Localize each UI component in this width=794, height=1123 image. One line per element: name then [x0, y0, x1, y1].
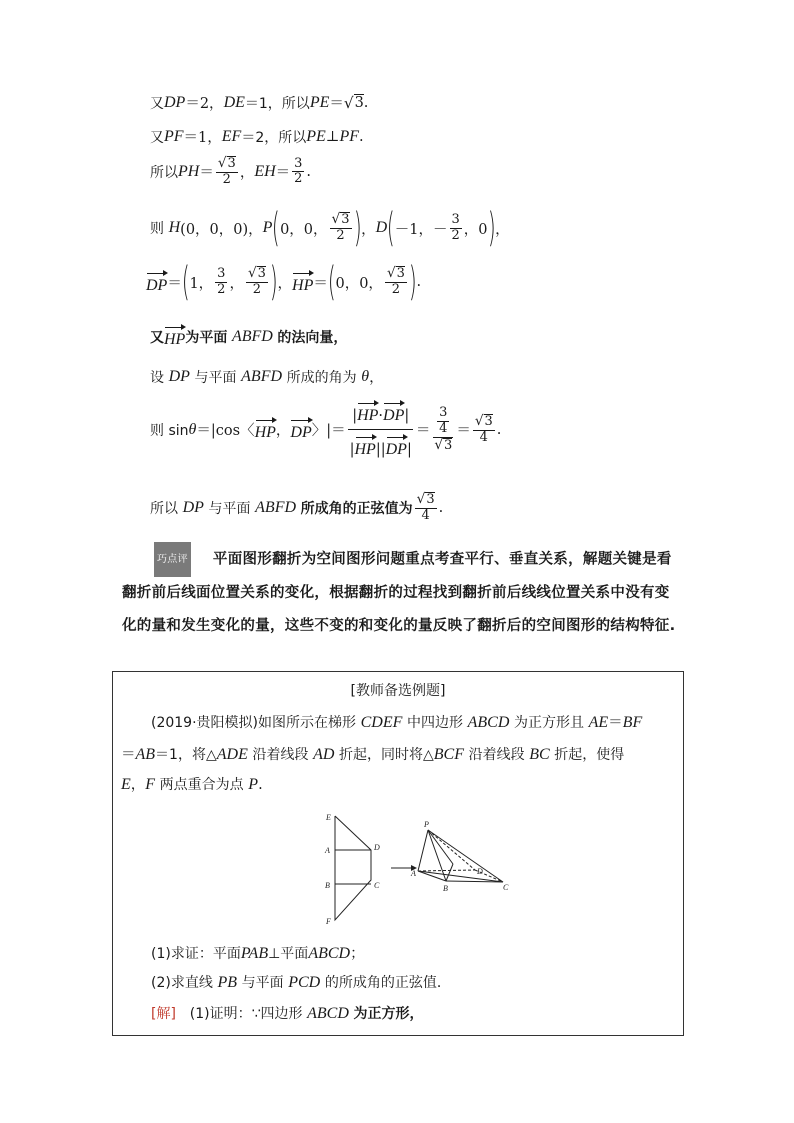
var: DP — [182, 498, 204, 516]
var: DE — [223, 93, 245, 111]
line-3 — [150, 156, 311, 188]
text: ，0 — [463, 221, 488, 238]
text: ， — [369, 370, 384, 386]
vector: DP — [290, 417, 311, 442]
pyramid-figure — [418, 830, 503, 882]
label-E: E — [326, 813, 331, 822]
text: . — [363, 94, 369, 111]
text: 的法向量， — [277, 329, 348, 346]
text: ＝ — [313, 275, 328, 292]
fraction: √ 3 4 — [416, 491, 435, 523]
question-2: (2)求直线 PB 与平面 PCD 的所成角的正弦值． — [151, 974, 451, 991]
text: . — [496, 421, 502, 438]
text: 所成角的正弦值为 — [300, 500, 413, 517]
text: . — [358, 128, 364, 145]
text: 又 — [150, 129, 164, 146]
var: D — [375, 219, 388, 236]
line-5: DP ＝ ( 1， $\frac{3}{2}$ ， √ 3 2 ) ， HP ＝ ( 0，0， √ 3 2 ) . — [146, 259, 422, 305]
var: H — [168, 219, 181, 236]
fraction: √ 3 2 — [217, 155, 236, 187]
var: PF — [164, 127, 184, 145]
text: 0，0， — [280, 221, 328, 238]
line-2 — [150, 126, 364, 147]
comment-badge: 巧点评 — [154, 542, 191, 577]
text: 与平面 — [208, 500, 251, 517]
trapezoid-labels — [324, 813, 380, 926]
text: 1， — [189, 275, 214, 292]
fraction: $\frac{3}{2}$ — [217, 265, 226, 297]
text: ， — [275, 423, 291, 440]
vector: HP — [292, 270, 313, 295]
vector: HP — [255, 417, 276, 442]
text: 则 — [150, 221, 164, 237]
teacher-example-box — [112, 671, 684, 1036]
text: ， — [239, 165, 255, 182]
vector: HP — [164, 324, 185, 349]
line-8 — [150, 400, 501, 460]
text: . — [416, 274, 422, 290]
text: 〉|＝ — [311, 423, 346, 440]
line-9 — [150, 492, 443, 524]
line-4: 则 H (0，0，0)， P ( 0，0， √ 3 2 ) ， D ( －1，－ $\frac{3}{2}$ ，0 ) ， — [150, 205, 510, 251]
var: ABFD — [255, 498, 297, 516]
text: 与平面 — [194, 369, 237, 386]
var: ABFD — [231, 327, 273, 345]
fraction: √ 3 2 — [386, 265, 405, 297]
text: 0，0， — [335, 275, 383, 292]
text: ， — [361, 221, 376, 238]
var: PF — [339, 127, 359, 145]
question-1: (1)求证：平面PAB⊥平面ABCD； — [151, 945, 365, 962]
var: P — [262, 219, 273, 236]
text: ， — [277, 275, 293, 292]
fraction: $\frac{3}{2}$ — [294, 155, 303, 187]
var: EH — [254, 162, 276, 180]
trapezoid-figure — [335, 816, 371, 920]
comment-paragraph — [122, 542, 682, 643]
var: DP — [168, 367, 190, 385]
var: PE — [309, 93, 330, 111]
var: EF — [221, 127, 242, 145]
var: θ — [188, 420, 197, 438]
var: DP — [164, 93, 186, 111]
label-B: B — [325, 881, 330, 890]
text: ＝ — [199, 165, 214, 182]
text: ＝ — [329, 96, 344, 112]
comment-text: 平面图形翻折为空间图形问题重点考查平行、垂直关系，解题关键是看翻折前后线面位置关系的变化，根据翻折的过程找到翻折前后线线位置关系中没有变化的量和发生变化的量，这些不变的和变化的量反映了翻折后的空间图形的结构特征. — [122, 551, 676, 634]
text: ， — [495, 221, 510, 238]
text: 所以 — [150, 500, 178, 517]
fraction: √ 3 2 — [331, 211, 350, 243]
text: ＝1，所以 — [244, 95, 310, 112]
text: (0，0，0)， — [180, 221, 263, 238]
text: －1，－ — [394, 221, 448, 238]
var: PE — [306, 127, 326, 145]
line-6 — [150, 324, 347, 349]
line-1 — [150, 92, 368, 113]
fraction: $\frac{3}{4}$ √ 3 — [434, 404, 453, 453]
text: ＝ — [415, 423, 431, 440]
label-A: A — [411, 869, 416, 878]
var: ABFD — [241, 367, 283, 385]
text: . — [306, 163, 312, 180]
problem-line-3: E，F 两点重合为点 P. — [121, 776, 263, 793]
text: 则 sin — [150, 422, 189, 439]
label-C: C — [503, 883, 509, 892]
text: ＝ — [456, 423, 471, 440]
problem-line-1: (2019·贵阳模拟)如图所示在梯形 CDEF 中四边形 ABCD 为正方形且 AE＝BF — [151, 714, 643, 731]
text: ＝2，所以 — [241, 129, 307, 146]
text: 所成的角为 — [286, 369, 357, 386]
label-D: D — [477, 867, 483, 876]
vector: DP — [146, 270, 167, 295]
solution-label: [解] — [151, 1006, 176, 1022]
text: 所以 — [150, 164, 178, 181]
text: ＝|cos〈 — [196, 423, 255, 440]
solution-line: [解] (1)证明：∵四边形 ABCD 为正方形， — [151, 1005, 424, 1022]
label-A: A — [325, 846, 330, 855]
text: 为平面 — [185, 329, 228, 346]
text: ， — [229, 275, 244, 292]
text: 设 — [150, 369, 164, 386]
text: ＝2， — [185, 96, 224, 112]
text: ＝ — [275, 165, 291, 182]
sqrt: √ 3 — [343, 93, 364, 112]
var: θ — [361, 367, 370, 385]
label-D: D — [374, 843, 380, 852]
fraction: √ 3 2 — [247, 265, 266, 297]
folding-figure — [313, 808, 543, 933]
problem-line-2: ＝AB＝1，将△ADE 沿着线段 AD 折起，同时将△BCF 沿着线段 BC 折起，使得 — [121, 746, 625, 763]
text: 又 — [150, 329, 164, 346]
text: ⊥ — [325, 128, 340, 145]
text: ＝ — [167, 275, 182, 292]
label-F: F — [326, 917, 331, 926]
var: PH — [178, 162, 200, 180]
fraction: $\frac{3}{2}$ — [451, 211, 460, 243]
line-7 — [150, 366, 384, 387]
text: 又 — [150, 95, 164, 112]
box-title: [教师备选例题] — [350, 683, 446, 699]
text: ＝1， — [183, 130, 222, 146]
fraction: $\frac{|HP\cdot DP|}{|HP||DP|}$ — [348, 400, 414, 460]
label-P: P — [424, 820, 429, 829]
fraction: √ 3 4 — [474, 412, 493, 445]
text: . — [438, 499, 444, 516]
label-B: B — [443, 884, 448, 893]
label-C: C — [374, 881, 380, 890]
